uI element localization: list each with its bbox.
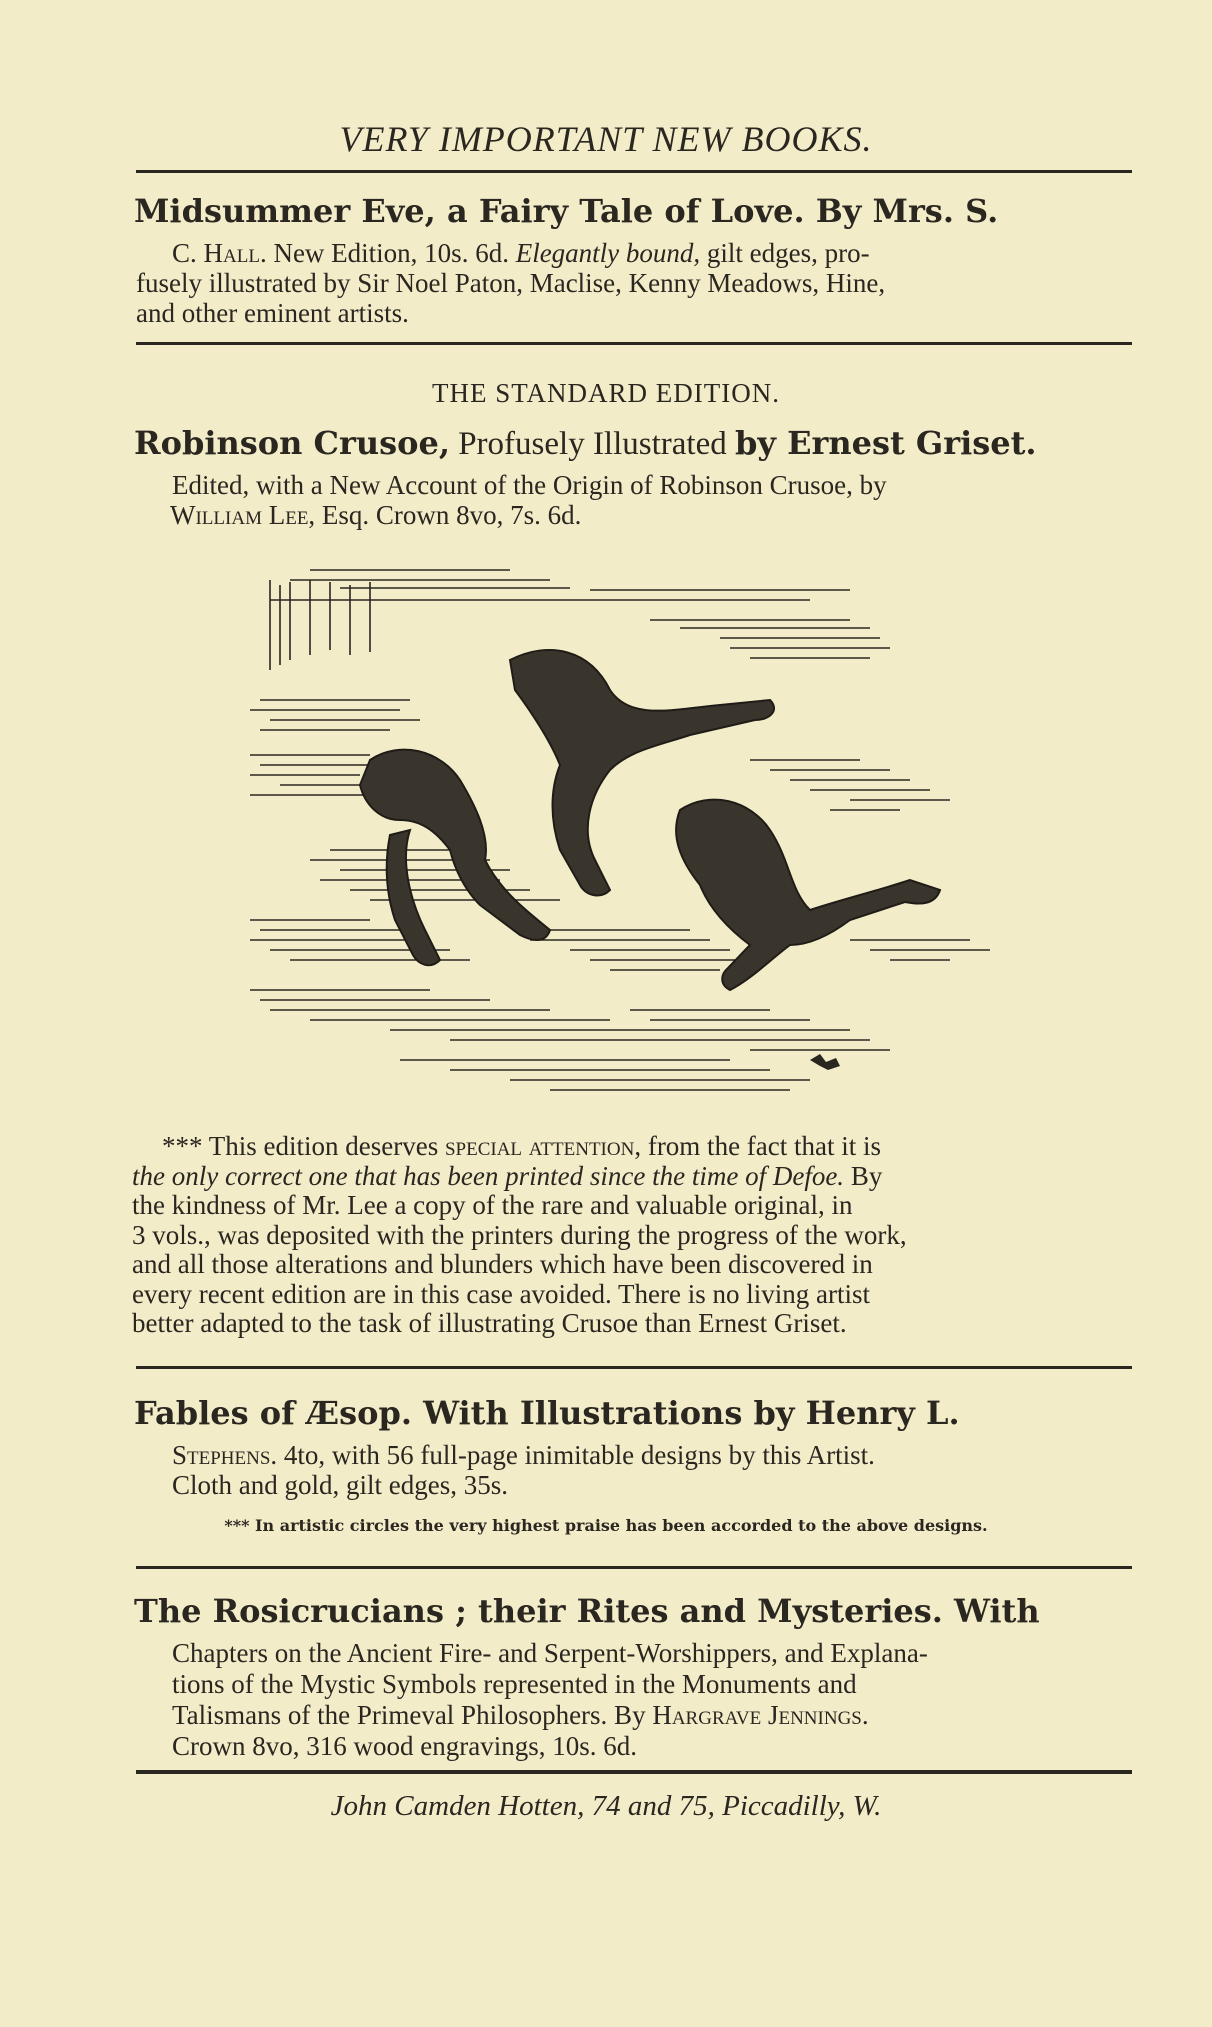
note-line5: and all those alterations and blunders which have been discovered in bbox=[132, 1249, 873, 1279]
rosicrucians-line1: Chapters on the Ancient Fire- and Serpent-Worshippers, and Explana- bbox=[172, 1638, 928, 1668]
note-line7: better adapted to the task of illustrating Crusoe than Ernest Griset. bbox=[132, 1308, 847, 1338]
robinson-editor: William Lee, bbox=[170, 500, 316, 530]
note-line3: the kindness of Mr. Lee a copy of the rare and valuable original, in bbox=[132, 1190, 853, 1220]
robinson-title-illustrator: by Ernest Griset. bbox=[734, 424, 1037, 462]
robinson-title bbox=[134, 424, 1134, 463]
robinson-description bbox=[172, 470, 1132, 530]
standard-edition-label: THE STANDARD EDITION. bbox=[431, 378, 781, 408]
note-line6: every recent edition are in this case avoided. There is no living artist bbox=[132, 1278, 871, 1309]
aesop-description bbox=[172, 1440, 1132, 1500]
rosicrucians-line3: Talismans of the Primeval Philosophers. By bbox=[172, 1700, 646, 1730]
note-line4: 3 vols., was deposited with the printers during the progress of the work, bbox=[132, 1219, 907, 1250]
midsummer-line3: and other eminent artists. bbox=[136, 298, 409, 328]
aesop-author: Stephens. bbox=[172, 1440, 278, 1470]
robinson-special-note bbox=[132, 1132, 1132, 1339]
midsummer-description bbox=[136, 238, 1132, 328]
publisher-footer: John Camden Hotten, 74 and 75, Piccadilly, W. bbox=[330, 1790, 882, 1822]
note-line1-start: *** This edition deserves bbox=[162, 1131, 439, 1161]
robinson-price: Esq. Crown 8vo, 7s. 6d. bbox=[315, 500, 582, 530]
midsummer-line1-end: gilt edges, pro- bbox=[700, 238, 870, 268]
divider-2 bbox=[136, 1366, 1132, 1369]
swimmers-engraving bbox=[250, 560, 1020, 1115]
rosicrucians-title: The Rosicrucians ; their Rites and Mysteries. With bbox=[134, 1592, 1040, 1630]
midsummer-line2: fusely illustrated by Sir Noel Paton, Maclise, Kenny Meadows, Hine, bbox=[136, 268, 886, 298]
note-line2-end: By bbox=[844, 1160, 883, 1191]
rosicrucians-author: Hargrave Jennings. bbox=[645, 1700, 869, 1730]
header-rule bbox=[136, 170, 1132, 173]
robinson-title-name: Robinson Crusoe, bbox=[134, 424, 450, 462]
robinson-title-plain: Profusely Illustrated bbox=[449, 426, 735, 462]
aesop-line1-rest: 4to, with 56 full-page inimitable designs by this Artist. bbox=[277, 1440, 875, 1470]
aesop-price: Cloth and gold, gilt edges, 35s. bbox=[172, 1470, 508, 1500]
divider-1 bbox=[136, 342, 1132, 345]
divider-3 bbox=[136, 1566, 1132, 1569]
robinson-line1: Edited, with a New Account of the Origin of Robinson Crusoe, by bbox=[172, 470, 887, 500]
rosicrucians-price: Crown 8vo, 316 wood engravings, 10s. 6d. bbox=[172, 1731, 637, 1761]
midsummer-binding: Elegantly bound, bbox=[508, 238, 701, 268]
midsummer-title: Midsummer Eve, a Fairy Tale of Love. By Mrs. S. bbox=[134, 192, 999, 230]
note-line1-end: from the fact that it is bbox=[641, 1131, 882, 1161]
aesop-title: Fables of Æsop. With Illustrations by Henry L. bbox=[134, 1394, 960, 1432]
midsummer-author: C. Hall. bbox=[172, 238, 267, 268]
rosicrucians-line2: tions of the Mystic Symbols represented in the Monuments and bbox=[172, 1669, 857, 1699]
note-special-attention: special attention, bbox=[438, 1131, 642, 1161]
midsummer-price: New Edition, 10s. 6d. bbox=[266, 238, 509, 268]
footer-rule bbox=[136, 1770, 1132, 1774]
aesop-note: *** In artistic circles the very highest praise has been accorded to the above designs. bbox=[224, 1516, 988, 1535]
note-line2-italic: the only correct one that has been printed since the time of Defoe. bbox=[132, 1160, 845, 1191]
rosicrucians-description bbox=[172, 1638, 1132, 1762]
page-header: VERY IMPORTANT NEW BOOKS. bbox=[339, 119, 873, 159]
